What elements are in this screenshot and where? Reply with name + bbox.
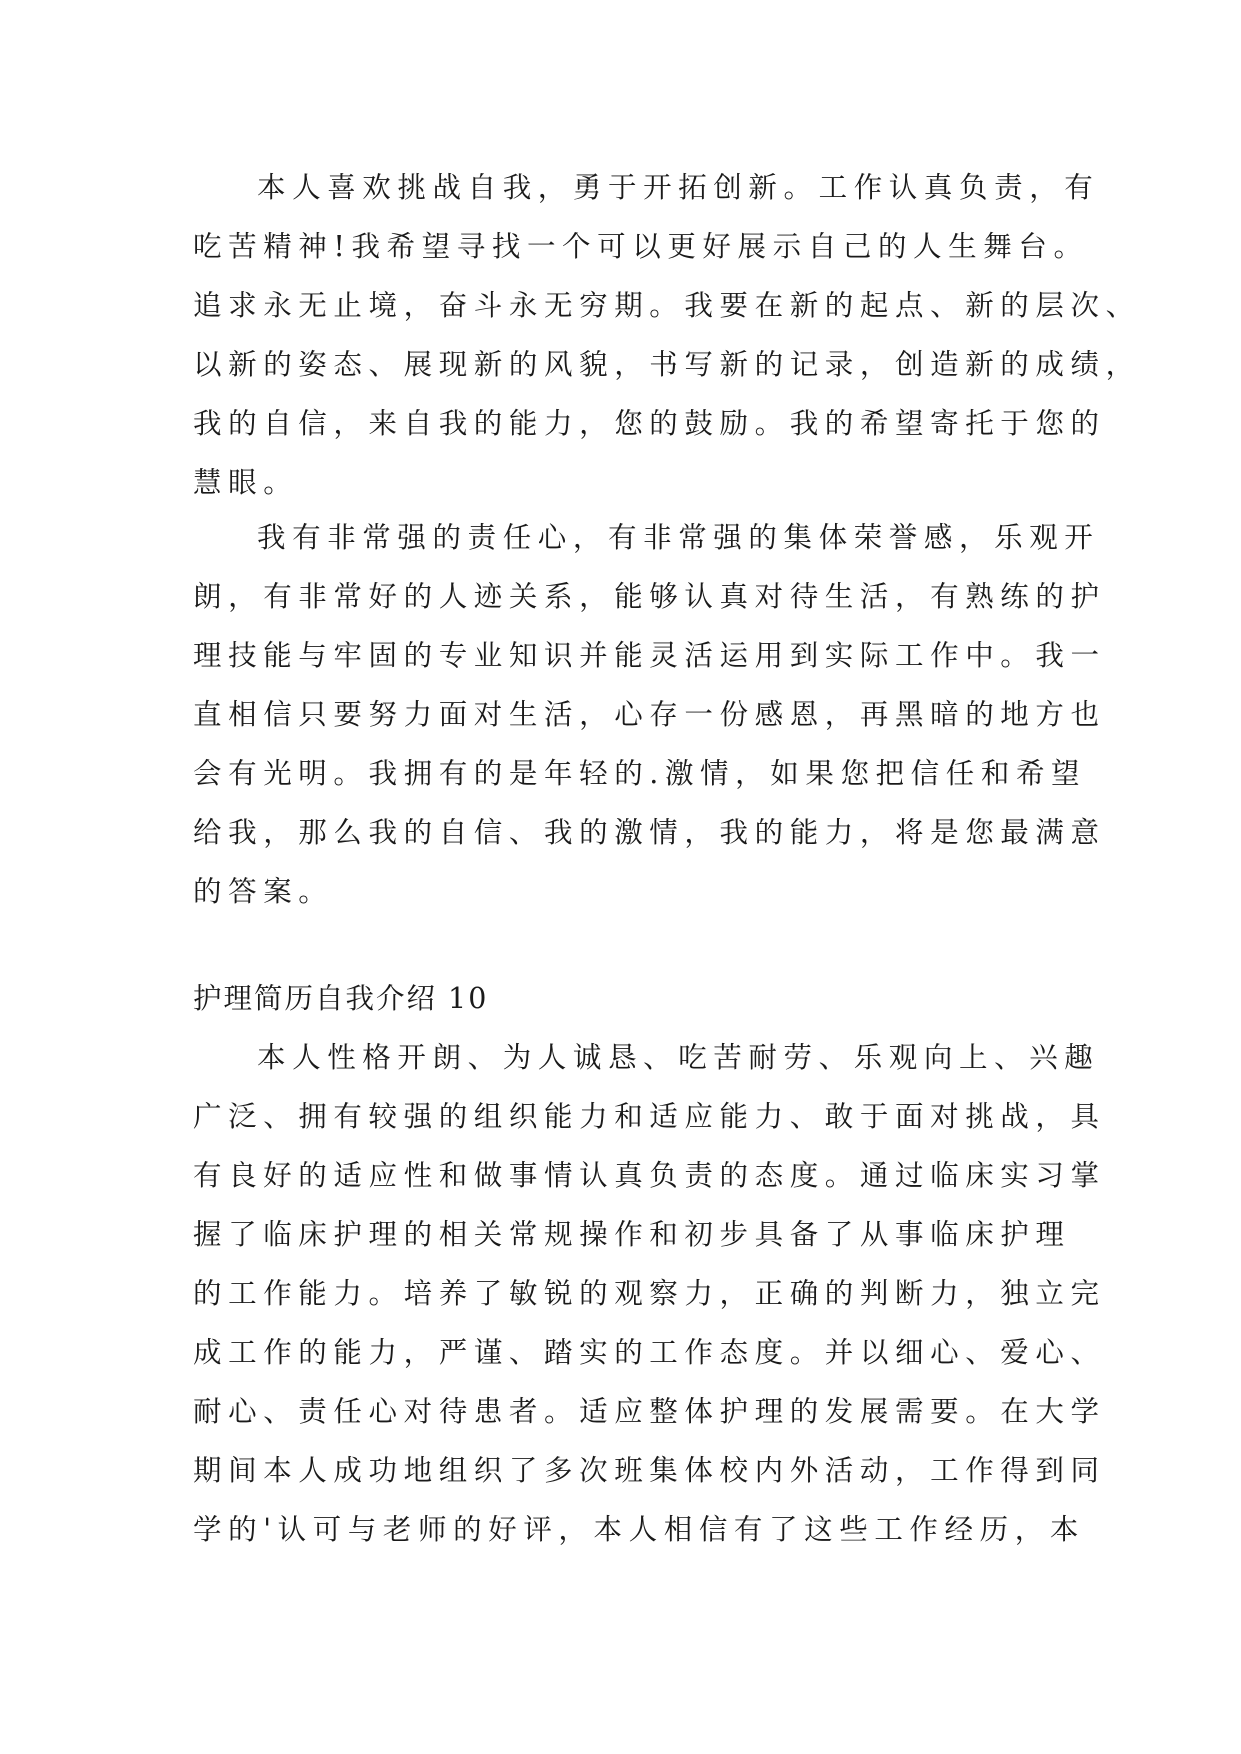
paragraph-responsibility — [193, 508, 1106, 921]
text-line: 直相信只要努力面对生活，心存一份感恩，再黑暗的地方也 — [193, 698, 1106, 731]
text-line: 朗，有非常好的人迹关系，能够认真对待生活，有熟练的护 — [193, 580, 1106, 613]
text-line: 追求永无止境，奋斗永无穷期。我要在新的起点、新的层次、 — [193, 289, 1141, 322]
text-line: 的工作能力。培养了敏锐的观察力，正确的判断力，独立完 — [193, 1277, 1106, 1310]
section-heading: 护理简历自我介绍 10 — [193, 982, 489, 1015]
text-line: 慧眼。 — [193, 466, 299, 499]
text-line: 成工作的能力，严谨、踏实的工作态度。并以细心、爱心、 — [193, 1336, 1106, 1369]
section-nursing-intro-10 — [193, 969, 1106, 1559]
text-line: 的答案。 — [193, 875, 334, 908]
text-line: 会有光明。我拥有的是年轻的.激情，如果您把信任和希望 — [193, 757, 1087, 790]
text-line: 耐心、责任心对待患者。适应整体护理的发展需要。在大学 — [193, 1395, 1106, 1428]
text-line: 期间本人成功地组织了多次班集体校内外活动，工作得到同 — [193, 1454, 1106, 1487]
text-line: 广泛、拥有较强的组织能力和适应能力、敢于面对挑战，具 — [193, 1100, 1106, 1133]
text-line: 握了临床护理的相关常规操作和初步具备了从事临床护理 — [193, 1218, 1071, 1251]
text-line: 理技能与牢固的专业知识并能灵活运用到实际工作中。我一 — [193, 639, 1106, 672]
text-line: 我的自信，来自我的能力，您的鼓励。我的希望寄托于您的 — [193, 407, 1106, 440]
text-line: 学的'认可与老师的好评，本人相信有了这些工作经历，本 — [193, 1513, 1085, 1546]
text-line: 本人性格开朗、为人诚恳、吃苦耐劳、乐观向上、兴趣 — [257, 1041, 1100, 1074]
paragraph-self-challenge — [193, 158, 1141, 512]
text-line: 以新的姿态、展现新的风貌，书写新的记录，创造新的成绩， — [193, 348, 1141, 381]
text-line: 本人喜欢挑战自我，勇于开拓创新。工作认真负责，有 — [257, 171, 1100, 204]
text-line: 我有非常强的责任心，有非常强的集体荣誉感，乐观开 — [257, 521, 1100, 554]
text-line: 有良好的适应性和做事情认真负责的态度。通过临床实习掌 — [193, 1159, 1106, 1192]
text-line: 吃苦精神!我希望寻找一个可以更好展示自己的人生舞台。 — [193, 230, 1089, 263]
text-line: 给我，那么我的自信、我的激情，我的能力，将是您最满意 — [193, 816, 1106, 849]
